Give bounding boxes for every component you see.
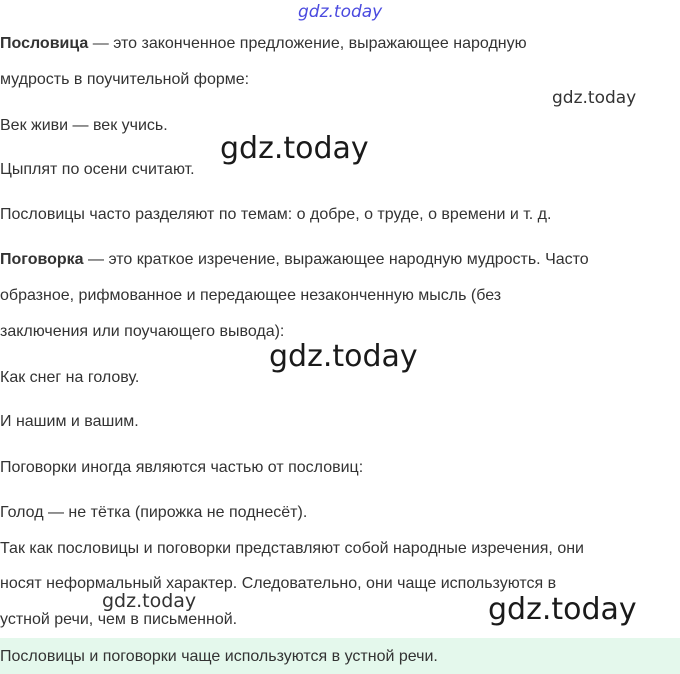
watermark: gdz.today — [488, 592, 637, 627]
paragraph-topics: Пословицы часто разделяют по темам: о добре, о труде, о времени и т. д. — [0, 206, 552, 223]
example-proverb-2: Цыплят по осени считают. — [0, 161, 195, 178]
example-saying-1: Как снег на голову. — [0, 369, 140, 386]
paragraph-saying-definition — [0, 250, 589, 270]
example-saying-2: И нашим и вашим. — [0, 413, 139, 430]
watermark-top: gdz.today — [298, 2, 383, 22]
definition-text: — это краткое изречение, выражающее народную мудрость. Часто — [83, 251, 589, 268]
paragraph-line: носят неформальный характер. Следовательно, они чаще используются в — [0, 575, 557, 592]
paragraph-conclusion: Так как пословицы и поговорки представляют собой народные изречения, они — [0, 540, 584, 557]
paragraph-proverb-definition — [0, 34, 527, 54]
example-proverb-1: Век живи — век учись. — [0, 117, 168, 134]
watermark: gdz.today — [269, 339, 418, 374]
answer-text: Пословицы и поговорки чаще используются в устной речи. — [0, 648, 438, 665]
watermark: gdz.today — [220, 131, 369, 166]
answer-box — [0, 638, 680, 674]
term-proverb: Пословица — [0, 35, 89, 52]
definition-text: — это законченное предложение, выражающее народную — [88, 35, 527, 52]
watermark: gdz.today — [102, 590, 197, 612]
term-saying: Поговорка — [0, 251, 84, 268]
example-saying-3: Голод — не тётка (пирожка не поднесёт). — [0, 504, 308, 521]
paragraph-line: мудрость в поучительной форме: — [0, 71, 250, 88]
watermark: gdz.today — [552, 88, 637, 108]
paragraph-line: заключения или поучающего вывода): — [0, 323, 285, 340]
paragraph-line: образное, рифмованное и передающее незаконченную мысль (без — [0, 287, 502, 304]
paragraph-line: устной речи, чем в письменной. — [0, 611, 238, 628]
paragraph-sayings-part: Поговорки иногда являются частью от пословиц: — [0, 459, 364, 476]
